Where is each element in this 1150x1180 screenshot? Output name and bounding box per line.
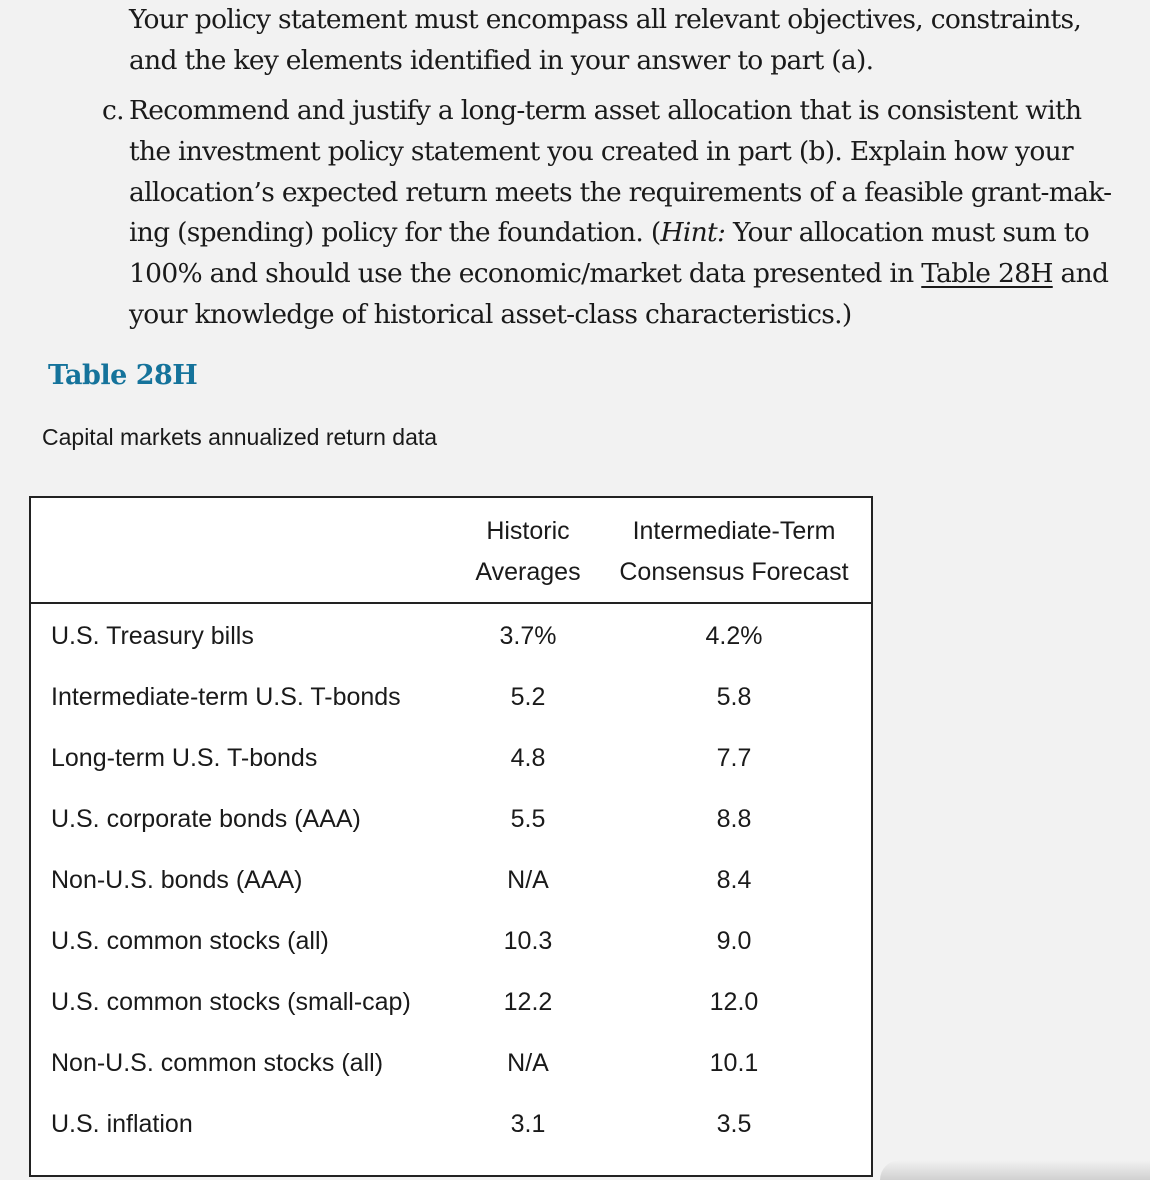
paragraph-line xyxy=(129,41,1119,82)
historic-value: 10.3 xyxy=(503,927,553,955)
returns-table xyxy=(29,496,873,1177)
paragraph-c xyxy=(102,91,1119,336)
header-text: Consensus Forecast xyxy=(619,558,849,586)
header-text: Historic xyxy=(486,517,570,545)
paragraph-line: allocation’s expected return meets the requirements of a feasible grant-mak- xyxy=(129,176,1112,208)
historic-value: N/A xyxy=(507,866,549,894)
paragraph-line: Recommend and justify a long-term asset allocation that is consistent with xyxy=(129,95,1082,126)
row-label: U.S. corporate bonds (AAA) xyxy=(51,805,361,833)
historic-value: 5.2 xyxy=(510,683,546,711)
historic-value: 4.8 xyxy=(510,744,546,772)
table-header xyxy=(31,498,871,604)
forecast-value: 9.0 xyxy=(716,927,752,955)
paragraph-a-continuation xyxy=(129,0,1119,82)
hint-label: Hint: xyxy=(660,217,726,249)
table-row xyxy=(31,860,871,900)
header-consensus-forecast xyxy=(607,511,861,593)
table-row xyxy=(31,677,871,717)
table-row xyxy=(31,616,871,656)
forecast-value: 8.4 xyxy=(716,866,752,894)
row-label: Intermediate-term U.S. T-bonds xyxy=(51,683,401,711)
table-row xyxy=(31,921,871,961)
row-label: U.S. common stocks (all) xyxy=(51,927,329,955)
table-caption: Capital markets annualized return data xyxy=(42,424,438,450)
paragraph-line: your knowledge of historical asset-class characteristics.) xyxy=(129,298,852,330)
paragraph-text: the investment policy statement you created in part (b). Explain how your xyxy=(129,135,1073,167)
forecast-value: 4.2% xyxy=(705,622,763,650)
paragraph-line: Your policy statement must encompass all relevant objectives, constraints, xyxy=(129,4,1082,35)
page-corner-shadow xyxy=(880,1160,1150,1180)
historic-value: 3.7% xyxy=(499,622,557,650)
row-label: U.S. Treasury bills xyxy=(51,622,254,650)
paragraph-line xyxy=(129,213,1119,254)
row-label: Long-term U.S. T-bonds xyxy=(51,744,318,772)
row-label: U.S. inflation xyxy=(51,1110,193,1138)
row-label: U.S. common stocks (small-cap) xyxy=(51,988,411,1016)
header-text: Intermediate-Term xyxy=(632,517,836,545)
table-row xyxy=(31,799,871,839)
row-label: Non-U.S. common stocks (all) xyxy=(51,1049,384,1077)
forecast-value: 7.7 xyxy=(716,744,752,772)
row-label: Non-U.S. bonds (AAA) xyxy=(51,866,303,894)
forecast-value: 12.0 xyxy=(709,988,759,1016)
table-row xyxy=(31,982,871,1022)
paragraph-line xyxy=(129,132,1119,173)
forecast-value: 5.8 xyxy=(716,683,752,711)
historic-value: 3.1 xyxy=(510,1110,546,1138)
table-28h-link[interactable]: Table 28H xyxy=(921,258,1053,290)
paragraph-text: and the key elements identified in your answer to part (a). xyxy=(129,44,874,76)
historic-value: 5.5 xyxy=(510,805,546,833)
paragraph-line xyxy=(129,254,1119,295)
table-row xyxy=(31,1104,871,1144)
list-marker: c. xyxy=(102,95,124,126)
paragraph-text: and xyxy=(1052,258,1109,290)
table-label: Table 28H xyxy=(48,360,198,391)
historic-value: 12.2 xyxy=(503,988,553,1016)
header-historic-averages xyxy=(468,511,588,593)
paragraph-text: Your allocation must sum to xyxy=(725,217,1089,249)
forecast-value: 3.5 xyxy=(716,1110,752,1138)
historic-value: N/A xyxy=(507,1049,549,1077)
forecast-value: 8.8 xyxy=(716,805,752,833)
table-row xyxy=(31,1043,871,1083)
paragraph-text: 100% and should use the economic/market data presented in xyxy=(129,258,922,290)
forecast-value: 10.1 xyxy=(709,1049,759,1077)
table-row xyxy=(31,738,871,778)
header-text: Averages xyxy=(475,558,581,586)
paragraph-text: ing (spending) policy for the foundation. ( xyxy=(129,217,661,249)
